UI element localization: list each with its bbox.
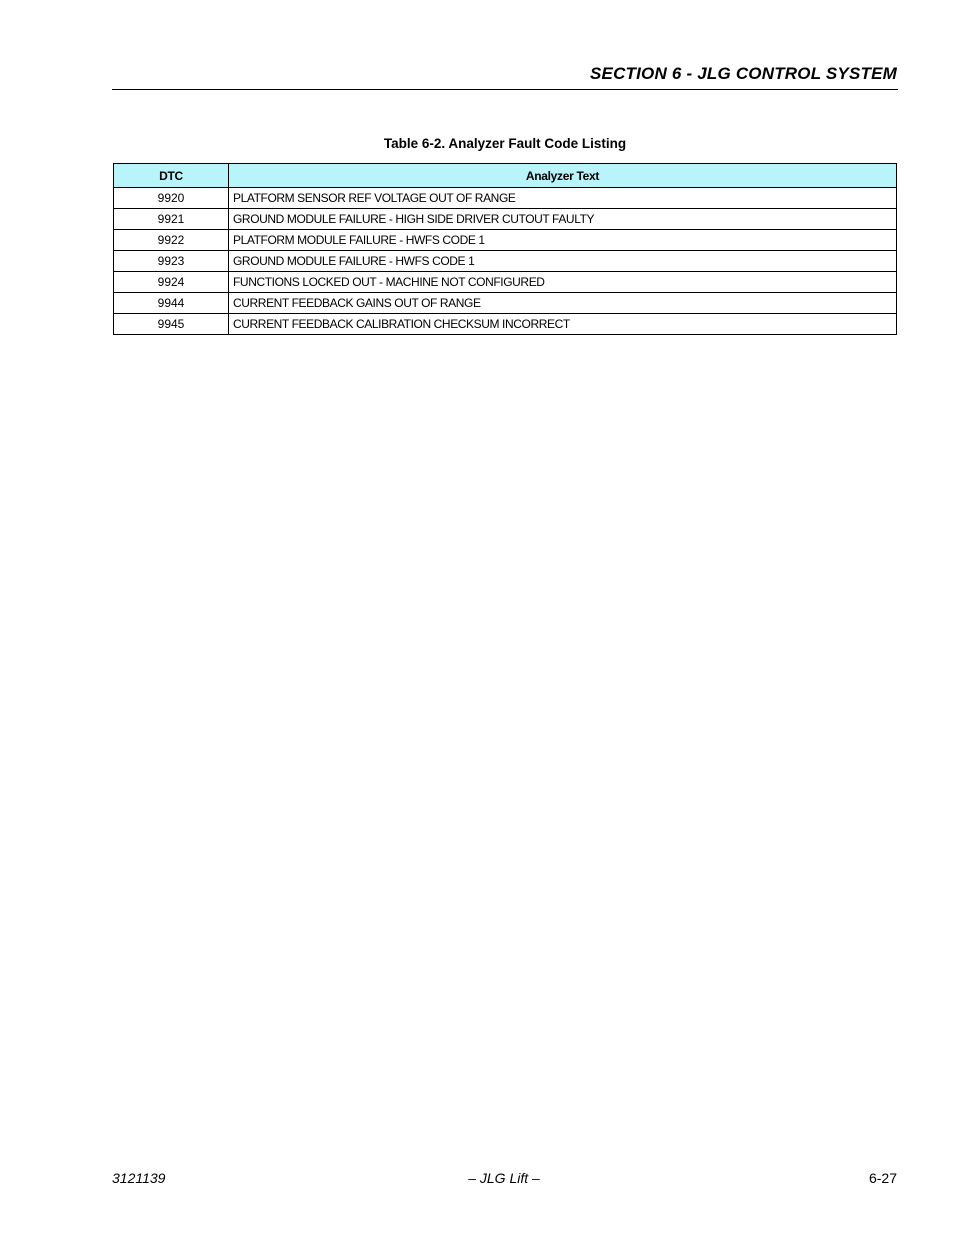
analyzer-text-cell: PLATFORM SENSOR REF VOLTAGE OUT OF RANGE [229, 188, 897, 209]
header-divider [112, 89, 898, 90]
column-header-dtc: DTC [114, 164, 229, 188]
table-row [114, 314, 897, 335]
dtc-cell: 9922 [114, 230, 229, 251]
footer-page-number: 6-27 [868, 1170, 897, 1186]
table-header-row [114, 164, 897, 188]
table-row [114, 209, 897, 230]
analyzer-text-cell: GROUND MODULE FAILURE - HWFS CODE 1 [229, 251, 897, 272]
column-header-analyzer-text: Analyzer Text [229, 164, 897, 188]
fault-code-table [113, 163, 897, 335]
footer-center-text: – JLG Lift – [468, 1170, 540, 1186]
dtc-cell: 9921 [114, 209, 229, 230]
section-title: SECTION 6 - JLG CONTROL SYSTEM [590, 64, 897, 83]
table-row [114, 293, 897, 314]
table-row [114, 230, 897, 251]
table-row [114, 251, 897, 272]
analyzer-text-cell: FUNCTIONS LOCKED OUT - MACHINE NOT CONFIGURED [229, 272, 897, 293]
footer-doc-number: 3121139 [112, 1170, 166, 1186]
dtc-cell: 9920 [114, 188, 229, 209]
analyzer-text-cell: CURRENT FEEDBACK CALIBRATION CHECKSUM INCORRECT [229, 314, 897, 335]
table-row [114, 272, 897, 293]
analyzer-text-cell: PLATFORM MODULE FAILURE - HWFS CODE 1 [229, 230, 897, 251]
table-row [114, 188, 897, 209]
analyzer-text-cell: GROUND MODULE FAILURE - HIGH SIDE DRIVER CUTOUT FAULTY [229, 209, 897, 230]
dtc-cell: 9944 [114, 293, 229, 314]
dtc-cell: 9924 [114, 272, 229, 293]
table-caption: Table 6-2. Analyzer Fault Code Listing [383, 136, 627, 151]
dtc-cell: 9923 [114, 251, 229, 272]
dtc-cell: 9945 [114, 314, 229, 335]
analyzer-text-cell: CURRENT FEEDBACK GAINS OUT OF RANGE [229, 293, 897, 314]
